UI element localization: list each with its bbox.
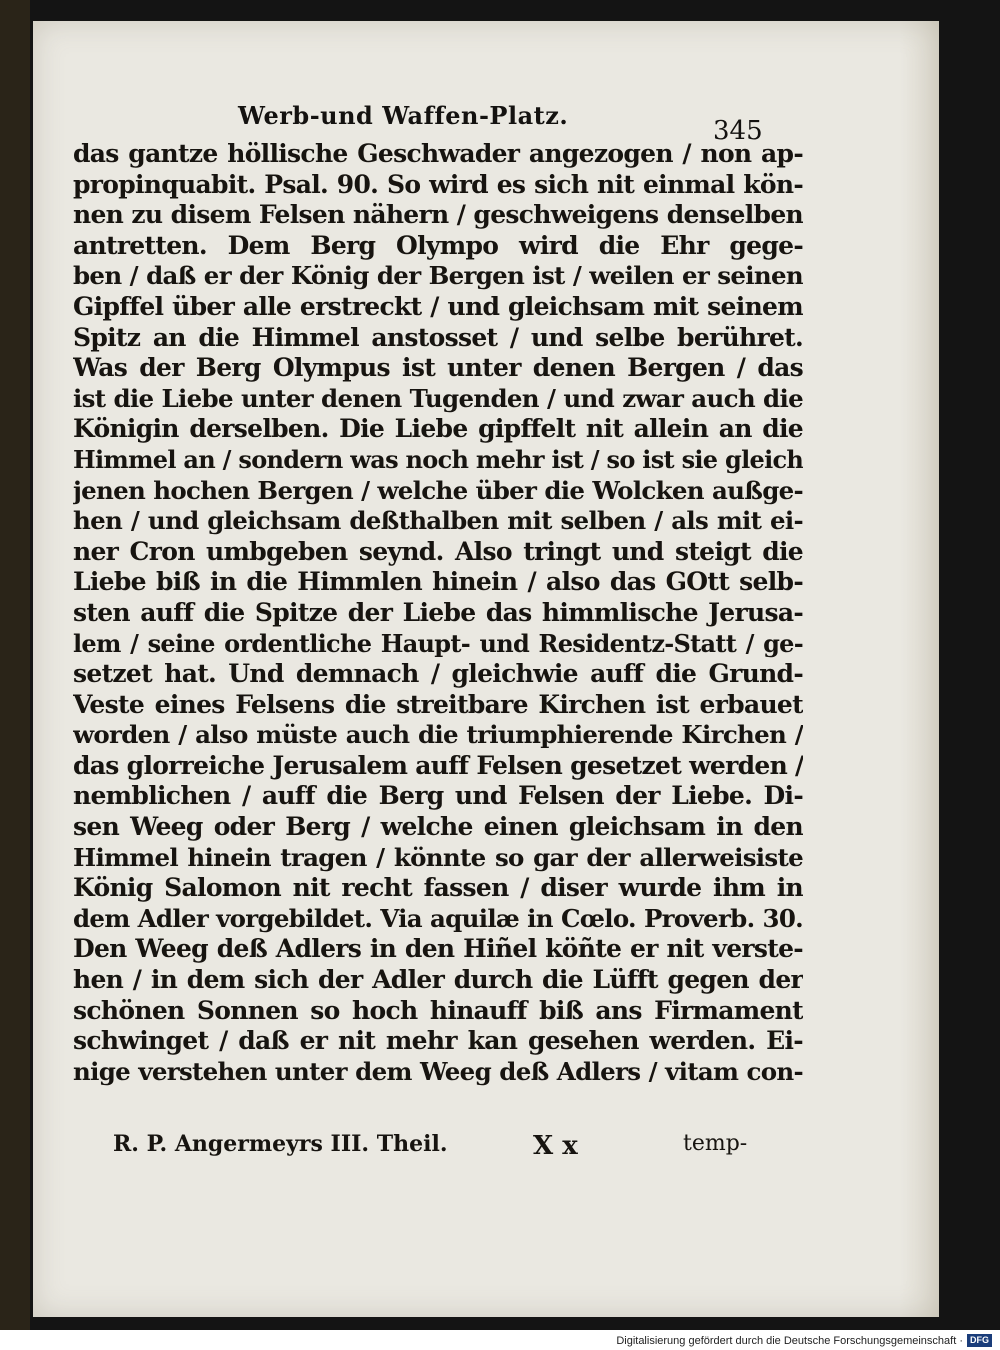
page-number: 345 <box>713 116 763 146</box>
text-line: schönen Sonnen so hoch hinauff biß ans Firmament <box>73 995 803 1025</box>
text-line: dem Adler vorgebildet. Via aquilæ in Cœlo. Proverb. 30. <box>73 903 803 933</box>
text-line: ner Cron umbgeben seynd. Also tringt und steigt die <box>73 536 803 566</box>
book-page <box>33 21 939 1317</box>
text-line: Himmel an / sondern was noch mehr ist / so ist sie gleich <box>73 444 803 474</box>
text-line: Gipffel über alle erstreckt / und gleichsam mit seinem <box>73 291 803 321</box>
page-footer <box>113 1131 813 1163</box>
text-line: sen Weeg oder Berg / welche einen gleichsam in den <box>73 812 803 842</box>
text-line: hen / und gleichsam deßthalben mit selben / als mit ei- <box>73 506 803 536</box>
text-line: ben / daß er der König der Bergen ist / weilen er seinen <box>73 261 803 291</box>
text-line: das gantze höllische Geschwader angezogen / non ap- <box>73 139 803 168</box>
text-line: Den Weeg deß Adlers in den Hiñel köñte er nit verste- <box>73 934 803 964</box>
text-line: Spitz an die Himmel anstosset / und selbe berühret. <box>73 322 803 352</box>
catchword: temp- <box>683 1131 748 1156</box>
digitization-credit <box>616 1334 992 1347</box>
text-line: Königin derselben. Die Liebe gipffelt nit allein an die <box>73 414 803 444</box>
text-line: lem / seine ordentliche Haupt- und Residentz-Statt / ge- <box>73 628 803 658</box>
text-line: jenen hochen Bergen / welche über die Wolcken außge- <box>73 475 803 505</box>
text-line: Himmel hinein tragen / könnte so gar der allerweisiste <box>73 842 803 872</box>
text-line: nige verstehen unter dem Weeg deß Adlers / vitam con- <box>73 1056 803 1086</box>
text-body <box>73 139 803 1087</box>
text-line: König Salomon nit recht fassen / diser wurde ihm in <box>73 873 803 903</box>
text-line: sten auff die Spitze der Liebe das himmlische Jerusa- <box>73 597 803 627</box>
text-line: Was der Berg Olympus ist unter denen Bergen / das <box>73 353 803 383</box>
signature-mark: X x <box>533 1131 578 1161</box>
text-line: ist die Liebe unter denen Tugenden / und zwar auch die <box>73 383 803 413</box>
text-line: antretten. Dem Berg Olympo wird die Ehr gege- <box>73 230 803 260</box>
text-line: setzet hat. Und demnach / gleichwie auff die Grund- <box>73 659 803 689</box>
text-line: worden / also müste auch die triumphierende Kirchen / <box>73 720 803 750</box>
text-line: propinquabit. Psal. 90. So wird es sich nit einmal kön- <box>73 169 803 199</box>
footer-author-volume: R. P. Angermeyrs III. Theil. <box>113 1131 448 1157</box>
running-head: Werb-und Waffen-Platz. <box>238 101 569 130</box>
credit-text: Digitalisierung gefördert durch die Deutsche Forschungsgemeinschaft · <box>616 1334 963 1347</box>
text-line: schwinget / daß er nit mehr kan gesehen werden. Ei- <box>73 1026 803 1056</box>
text-line: Veste eines Felsens die streitbare Kirchen ist erbauet <box>73 689 803 719</box>
dfg-logo: DFG <box>967 1334 992 1347</box>
text-line: Liebe biß in die Himmlen hinein / also das GOtt selb- <box>73 567 803 597</box>
text-line: das glorreiche Jerusalem auff Felsen gesetzet werden / <box>73 750 803 780</box>
text-line: hen / in dem sich der Adler durch die Lüfft gegen der <box>73 965 803 995</box>
text-line: nen zu disem Felsen nähern / geschweigens denselben <box>73 200 803 230</box>
text-line: nemblichen / auff die Berg und Felsen der Liebe. Di- <box>73 781 803 811</box>
